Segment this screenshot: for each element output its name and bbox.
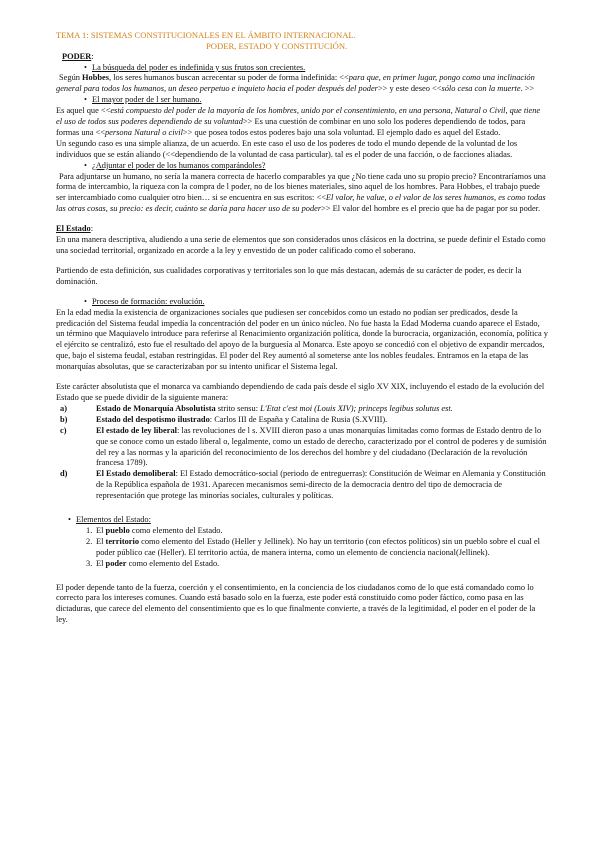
section-heading-poder: PODER	[62, 51, 92, 61]
title-line-1: TEMA 1: SISTEMAS CONSTITUCIONALES EN EL ÁMBITO INTERNACIONAL.	[56, 30, 356, 40]
paragraph-absolutista: Este carácter absolutista que el monarca va cambiando dependiendo de cada país desde el siglo XV XIX, incluyendo el estado de la evolución del Estado que se puede dividir de la siguiente manera:	[56, 382, 545, 402]
list-item: b) Estado del despotismo ilustrado: Carlos III de España y Catalina de Rusia (S.XVIII).	[60, 414, 388, 424]
list-item: d) El Estado demoliberal: El Estado democrático-social (periodo de entreguerras): Constitución de Weimar en Alemania y Constitución de la República española de 1931. Aparecen mecanismos semi-directo de la democracia dentro del tipo de democracia de representación que protege las minorías sociales, culturales y políticas.	[60, 469, 546, 501]
bullet-adjuntar: • ¿Adjuntar el poder de los humanos comparándoles?	[76, 161, 548, 172]
bullet-mayor-poder: • El mayor poder de l ser humano.	[76, 95, 548, 106]
paragraph-alianza: Un segundo caso es una simple alianza, de un acuerdo. En este caso el uso de los poderes de todo el mundo depende de la voluntad de los individuos que se están aliando (<<dependiendo de la voluntad de casa particular). tal es el poder de una facción, o de facciones aliadas.	[56, 138, 518, 159]
document-title	[56, 30, 548, 52]
list-item: a) Estado de Monarquía Absolutista strito sensu: L'Etat c'est moi (Louis XIV); princeps legibus solutus est.	[60, 403, 453, 413]
estado-evolution-list	[56, 404, 548, 502]
paragraph-definicion: En una manera descriptiva, aludiendo a una serie de elementos que son considerados unos clásicos en la doctrina, se puede definir el Estado como una sociedad territorial, organizado en acorde a la ley y envestido de un poder calificado como el soberano.	[56, 235, 546, 255]
paragraph-edad-media: En la edad media la existencia de organizaciones sociales que pudiesen ser concebidos como un estado no podían ser predicados, desde la predicación del Sistema feudal impedía la concentración del poder en un único núcleo. No fue hasta la Edad Moderna cuando aparece el Estado, un término que Maquiavelo introduce para referirse al Renacimiento organización política, donde la burocracia, organización, economía, política y el ejército se centralizó, esto fue el resultado del apoyo de la burguesía al Monarca. Este apoyo se concedió con el objetivo de expandir mercados, que, bajo el sistema feudal, estaban restringidas. El poder del Rey aumentó al someterse ante los nobles feudales. Entramos en la etapa de las monarquías absolutas, que se caracterizaban por su intento unificar el Sistema legal.	[56, 307, 548, 372]
bullet-proceso: • Proceso de formación: evolución.	[76, 297, 548, 308]
paragraph-cualidades: Partiendo de esta definición, sus cualidades corporativas y territoriales son lo que más destacan, además de su carácter de poder, es decir la dominación.	[56, 265, 522, 286]
bullet-busqueda: • La búsqueda del poder es indefinida y sus frutos son crecientes.	[76, 63, 548, 74]
list-item: 3. El poder como elemento del Estado.	[86, 558, 220, 568]
list-item: c) El estado de ley liberal: las revoluciones de l s. XVIII dieron paso a unas monarquías limitadas como formas de Estado dentro de lo que se conoce como un estado liberal o, legalmente, como un estado de derecho, caracterizado por el control de poderes y de sumisión del rey a las normas y la aparición del reconocimiento de los derechos del hombre y del ciudadano (Declaración de la revolución francesa 1789).	[60, 425, 547, 468]
section-heading-estado: El Estado	[56, 224, 91, 234]
bullet-elementos: • Elementos del Estado:	[60, 515, 548, 526]
title-line-2: PODER, ESTADO Y CONSTITUCIÓN.	[206, 40, 348, 51]
paragraph-hobbes: Según Hobbes, los seres humanos buscan acrecentar su poder de forma indefinida: <<para que, en primer lugar, pongo como una inclinación general para todos los humanos, un deseo perpetuo e inquieto hacia el poder después del poder>> y este deseo <<sólo cesa con la muerte. >>	[56, 73, 535, 94]
paragraph-adjuntar: Para adjuntarse un humano, no sería la manera correcta de hacerlo comparables ya que ¿No tiene cada uno su propio precio? Encontraríamos una forma de intercambio, la riqueza con la compra de l poder, no de los bienes materiales, sino aquel de los hombres. Para Hobbes, el trabajo puede ser intercambiado como cualquier otro bien… si se encuentra en sus escritos: <<El valor, he value, o el valor de los seres humanos, es como todas las otras cosas, su precio: es decir, cuánto se daría para hacer uso de su poder>> El valor del hombre es el precio que ha de pagar por su poder.	[56, 171, 546, 214]
list-item: 1. El pueblo como elemento del Estado.	[86, 525, 223, 535]
paragraph-fuerza: El poder depende tanto de la fuerza, coerción y el consentimiento, en la conciencia de los ciudadanos como de lo que está comandado como lo correcto para los intereses comunes. Cuando está basado solo en la fuerza, este poder está constituido como poder fáctico, como pasa en las dictaduras, que carece del elemento del consentimiento que es lo que finalmente convierte, a través de la legitimidad, el poder en el poder de la ley.	[56, 582, 536, 625]
document-page: TEMA 1: SISTEMAS CONSTITUCIONALES EN EL ÁMBITO INTERNACIONAL. PODER, ESTADO Y CONSTITUCIÓN. PODER: • La búsqueda del poder es indefinida y sus frutos son crecientes. Según Hobbes, los seres humanos buscan acrecentar su poder de forma indefinida: <<para que, en primer lugar, pongo como una inclinación general para todos los humanos, un deseo perpetuo e inquieto hacia el poder después del poder>> y este deseo <<sólo cesa con la muerte. >> • El mayor poder de l ser humano. Es aquel que <<está compuesto del poder de la mayoría de los hombres, unido por el consentimiento, en una persona, Natural o Civil, que tiene el uso de todos sus poderes dependiendo de su voluntad>> Es una cuestión de combinar en uno solo los poderes dependiendo de todos, para formas una <<persona Natural o civil>> que posea todos estos poderes bajo una sola voluntad. El ejemplo dado es aquel del Estado. Un segundo caso es una simple alianza, de un acuerdo. En este caso el uso de los poderes de todo el mundo depende de la voluntad de los individuos que se están aliando (<<dependiendo de la voluntad de casa particular). tal es el poder de una facción, o de facciones aliadas. • ¿Adjuntar el poder de los humanos comparándoles? Para adjuntarse un humano, no sería la manera correcta de hacerlo comparables ya que ¿No tiene cada uno su propio precio? Encontraríamos una forma de intercambio, la riqueza con la compra de l poder, no de los bienes materiales, sino aquel de los hombres. Para Hobbes, el trabajo puede ser intercambiado como cualquier otro bien… si se encuentra en sus escritos: <<El valor, he value, o el valor de los seres humanos, es como todas las otras cosas, su precio: es decir, cuánto se daría para hacer uso de su poder>> El valor del hombre es el precio que ha de pagar por su poder. El Estado: En una manera descriptiva, aludiendo a una serie de elementos que son considerados unos clásicos en la doctrina, se puede definir el Estado como una sociedad territorial, organizado en acorde a la ley y envestido de un poder calificado como el soberano. Partiendo de esta definición, sus cualidades corporativas y territoriales son lo que más destacan, además de su carácter de poder, es decir la dominación. • Proceso de formación: evolución. En la edad media la existencia de organizaciones sociales que pudiesen ser concebidos como un estado no podían ser predicados, desde la predicación del Sistema feudal impedía la concentración del poder en un único núcleo. No fue hasta la Edad Moderna cuando aparece el Estado, un término que Maquiavelo introduce para referirse al Renacimiento organización política, donde la burocracia, organización, economía, política y el ejército se centralizó, esto fue el resultado del apoyo de la burguesía al Monarca. Este apoyo se concedió con el objetivo de expandir mercados, que, bajo el sistema feudal, estaban restringidas. El poder del Rey aumentó al someterse ante los nobles feudales. Entramos en la etapa de las monarquías absolutas, que se caracterizaban por su intento unificar el Sistema legal. Este carácter absolutista que el monarca va cambiando dependiendo de cada país desde el siglo XV XIX, incluyendo el estado de la evolución del Estado que se puede dividir de la siguiente manera: a) Estado de Monarquía Absolutista strito sensu: L'Etat c'est moi (Louis XIV); princeps legibus solutus est. b) Estado del despotismo ilustrado: Carlos III de España y Catalina de Rusia (S.XVIII). c) El estado de ley liberal: las revoluciones de l s. XVIII dieron paso a unas monarquías limitadas como formas de Estado dentro de lo que se conoce como un estado liberal o, legalmente, como un estado de derecho, caracterizado por el control de poderes y de sumisión del rey a las normas y la aparición del reconocimiento de los derechos del hombre y del ciudadano (Declaración de la revolución francesa 1789). d) El Estado demoliberal: El Estado democrático-social (periodo de entreguerras): Constitución de Weimar en Alemania y Constitución de la República española de 1931. Aparecen mecanismos semi-directo de la democracia dentro del tipo de democracia de representación que protege las minorías sociales, culturales y políticas. • Elementos del Estado: 1. El pueblo como elemento del Estado. 2. El territorio como elemento del Estado (Heller y Jellinek). No hay un territorio (con efectos políticos) sin un pueblo sobre el cual el poder público cae (Heller). El territorio actúa, de manera interna, como un elemento de conciencia nacional(Jellinek). 3. El poder como elemento del Estado. El poder depende tanto de la fuerza, coerción y el consentimiento, en la conciencia de los ciudadanos como de lo que está comandado como lo correcto para los intereses comunes. Cuando está basado solo en la fuerza, este poder está constituido como poder fáctico, como pasa en las dictaduras, que carece del elemento del consentimiento que es lo que finalmente convierte, a través de la legitimidad, el poder en el poder de la ley.	[56, 30, 548, 626]
list-item: 2. El territorio como elemento del Estado (Heller y Jellinek). No hay un territorio (con efectos políticos) sin un pueblo sobre el cual el poder público cae (Heller). El territorio actúa, de manera interna, como un elemento de conciencia nacional(Jellinek).	[86, 536, 540, 557]
paragraph-mayor-poder: Es aquel que <<está compuesto del poder de la mayoría de los hombres, unido por el consentimiento, en una persona, Natural o Civil, que tiene el uso de todos sus poderes dependiendo de su voluntad>> Es una cuestión de combinar en uno solo los poderes dependiendo de todos, para formas una <<persona Natural o civil>> que posea todos estos poderes bajo una sola voluntad. El ejemplo dado es aquel del Estado.	[56, 106, 541, 137]
elementos-list	[56, 526, 548, 570]
